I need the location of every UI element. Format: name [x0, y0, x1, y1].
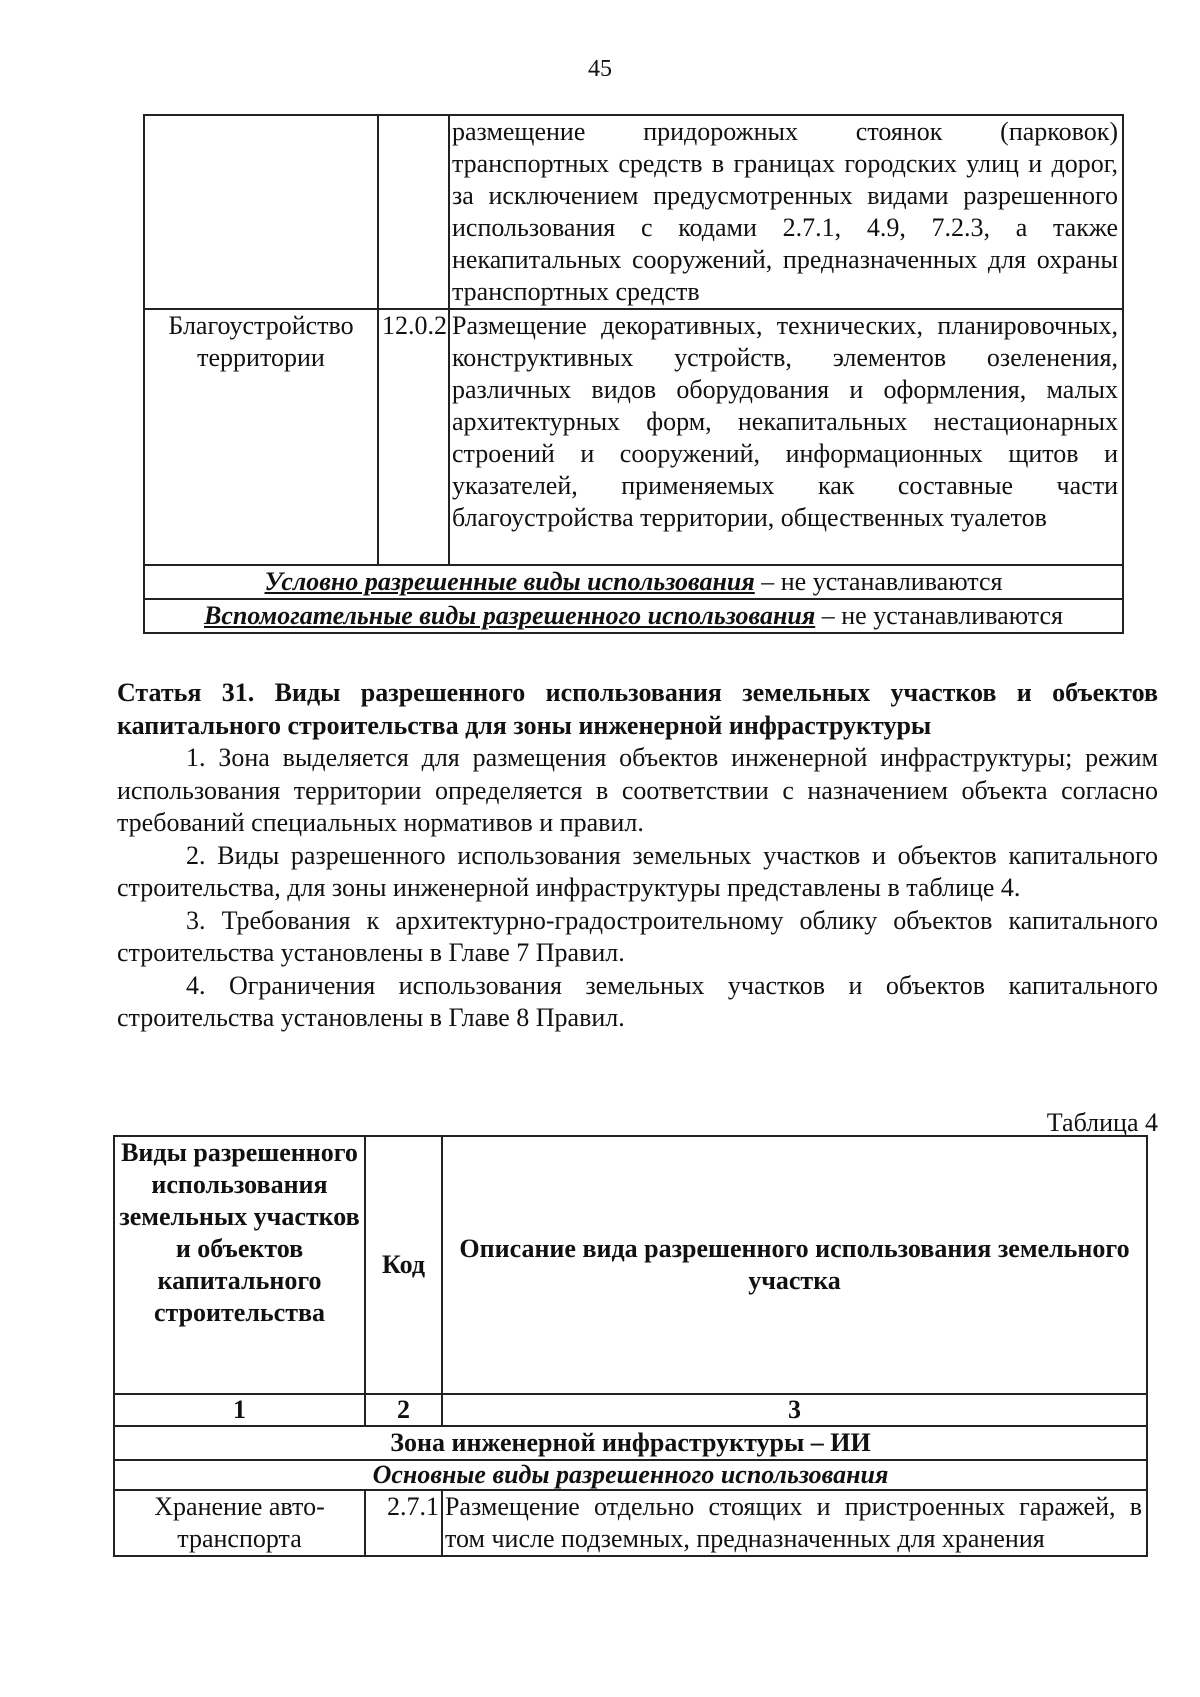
table-cell-description: Размещение декоративных, технических, планировочных, конструктивных устройств, элементов озеленения, различных видов оборудования и оформления, малых архитектурных форм, некапитальных нестационарных строений и сооружений, информационных щитов и указателей, применяемых как составные части благоустройства территории, общественных туалетов — [449, 309, 1123, 565]
column-number: 3 — [442, 1394, 1147, 1426]
article-paragraph: 3. Требования к архитектурно-градостроительному облику объектов капитального строительства установлены в Главе 7 Правил. — [117, 905, 1158, 967]
table-cell-code — [378, 115, 449, 309]
table-row-auxiliary — [144, 599, 1123, 633]
article-paragraph: 4. Ограничения использования земельных участков и объектов капитального строительства установлены в Главе 8 Правил. — [117, 970, 1158, 1032]
header-col-types: Виды разрешенного использования земельных участков и объектов капитального строительства — [114, 1136, 365, 1394]
article — [117, 677, 1158, 1035]
table-row — [144, 309, 1123, 565]
table-4 — [113, 1135, 1148, 1557]
article-paragraph: 2. Виды разрешенного использования земельных участков и объектов капитального строительства, для зоны инженерной инфраструктуры представлены в таблице 4. — [117, 840, 1158, 902]
header-col-description: Описание вида разрешенного использования земельного участка — [442, 1136, 1147, 1394]
conditional-uses-cell — [144, 565, 1123, 599]
page-number: 45 — [588, 56, 612, 82]
article-title: Статья 31. Виды разрешенного использования земельных участков и объектов капитального строительства для зоны инженерной инфраструктуры — [117, 678, 1158, 740]
table-caption: Таблица 4 — [1046, 1108, 1158, 1137]
table-cell-code: 2.7.1 — [365, 1490, 442, 1556]
table-cell-description: Размещение отдельно стоящих и пристроенных гаражей, в том числе подземных, предназначенных для хранения — [442, 1490, 1147, 1556]
column-number: 1 — [114, 1394, 365, 1426]
table-cell-name: Хранение авто-транспорта — [114, 1490, 365, 1556]
auxiliary-uses-cell — [144, 599, 1123, 633]
table-row — [114, 1490, 1147, 1556]
auxiliary-uses-value: – не устанавливаются — [815, 601, 1063, 630]
table-number-row — [114, 1394, 1147, 1426]
table-cell-name — [144, 115, 378, 309]
table-header-row — [114, 1136, 1147, 1394]
table-cell-description: размещение придорожных стоянок (парковок) транспортных средств в границах городских улиц и дорог, за исключением предусмотренных видами разрешенного использования с кодами 2.7.1, 4.9, 7.2.3, а также некапитальных сооружений, предназначенных для охраны транспортных средств — [449, 115, 1123, 309]
table-cell-code: 12.0.2 — [378, 309, 449, 565]
top-table — [143, 114, 1124, 634]
main-types-title: Основные виды разрешенного использования — [114, 1460, 1147, 1490]
table-zone-row — [114, 1426, 1147, 1460]
article-paragraph: 1. Зона выделяется для размещения объектов инженерной инфраструктуры; режим использования территории определяется в соответствии с назначением объекта согласно требований специальных нормативов и правил. — [117, 743, 1158, 837]
table-cell-name: Благоустройство территории — [144, 309, 378, 565]
conditional-uses-value: – не устанавливаются — [754, 567, 1003, 596]
header-col-code: Код — [365, 1136, 442, 1394]
auxiliary-uses-label: Вспомогательные виды разрешенного использования — [204, 601, 816, 630]
zone-title: Зона инженерной инфраструктуры – ИИ — [114, 1426, 1147, 1460]
conditional-uses-label: Условно разрешенные виды использования — [264, 567, 755, 596]
table-row — [144, 115, 1123, 309]
table-row-conditional — [144, 565, 1123, 599]
column-number: 2 — [365, 1394, 442, 1426]
table-section-row — [114, 1460, 1147, 1490]
